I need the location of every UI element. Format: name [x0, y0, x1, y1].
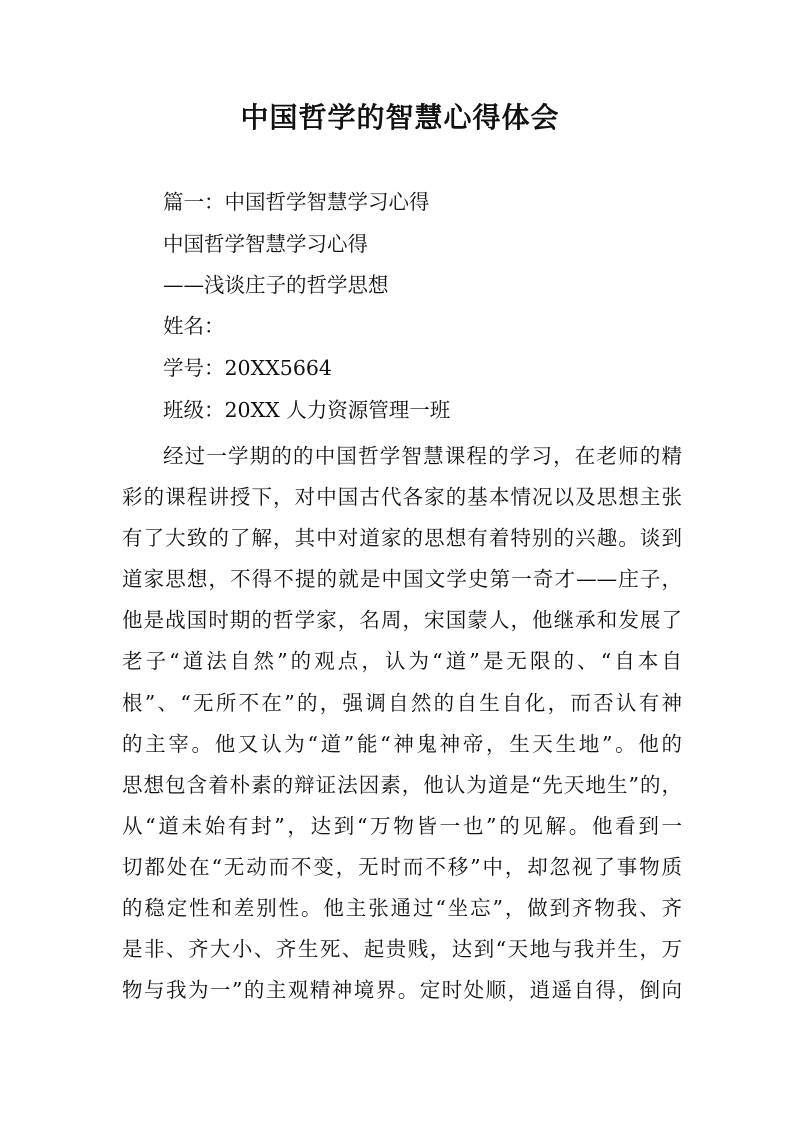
body-line: 他是战国时期的哲学家，名周，宋国蒙人，他继承和发展了 — [122, 608, 682, 633]
body-line: 有了大致的了解，其中对道家的思想有着特别的兴趣。谈到 — [122, 526, 682, 551]
body-line: 彩的课程讲授下，对中国古代各家的基本情况以及思想主张 — [122, 485, 682, 510]
body-line: 物与我为一”的主观精神境界。定时处顺，逍遥自得，倒向 — [122, 978, 682, 1003]
body-paragraph — [122, 436, 682, 1011]
body-line: 根”、“无所不在”的，强调自然的自生自化，而否认有神 — [122, 690, 682, 715]
body-line: 老子“道法自然”的观点，认为“道”是无限的、“自本自 — [122, 649, 682, 674]
section-heading: 篇一：中国哲学智慧学习心得 — [163, 190, 430, 214]
essay-subtitle: ——浅谈庄子的哲学思想 — [163, 273, 389, 297]
body-line: 切都处在“无动而不变，无时而不移”中，却忽视了事物质 — [122, 854, 682, 879]
class-field: 班级：20XX 人力资源管理一班 — [163, 398, 451, 422]
body-line: 的主宰。他又认为“道”能“神鬼神帝，生天生地”。他的 — [122, 731, 682, 756]
body-line: 道家思想，不得不提的就是中国文学史第一奇才——庄子， — [122, 567, 682, 592]
student-id-field: 学号：20XX5664 — [163, 356, 332, 380]
document-title: 中国哲学的智慧心得体会 — [240, 101, 560, 134]
name-field: 姓名： — [163, 314, 225, 338]
body-line: 思想包含着朴素的辩证法因素，他认为道是“先天地生”的， — [122, 772, 682, 797]
body-line: 是非、齐大小、齐生死、起贵贱，达到“天地与我并生，万 — [122, 937, 682, 962]
essay-title: 中国哲学智慧学习心得 — [163, 232, 368, 256]
body-line: 经过一学期的的中国哲学智慧课程的学习，在老师的精 — [163, 444, 682, 468]
body-line: 从“道未始有封”，达到“万物皆一也”的见解。他看到一 — [122, 813, 682, 838]
body-line: 的稳定性和差别性。他主张通过“坐忘”，做到齐物我、齐 — [122, 896, 682, 921]
